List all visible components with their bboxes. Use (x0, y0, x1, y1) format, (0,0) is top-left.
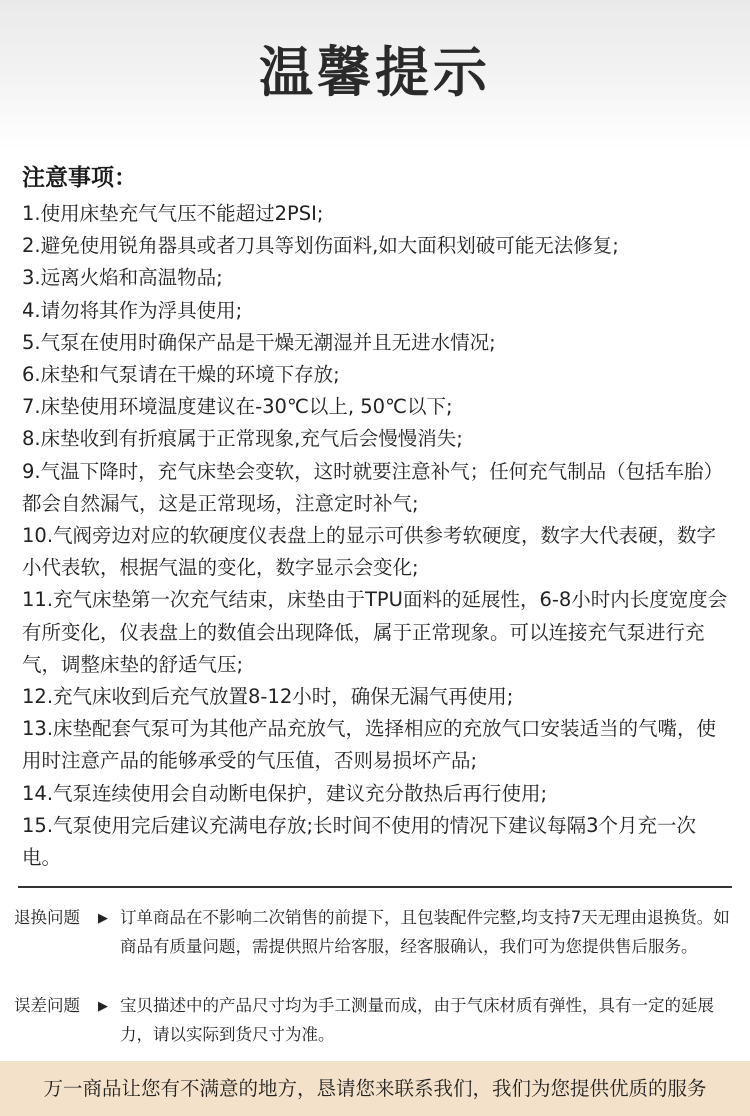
notes-list (22, 198, 732, 874)
note-item-4: 4.请勿将其作为浮具使用; (22, 298, 243, 322)
note-item-2: 2.避免使用锐角器具或者刀具等划伤面料,如大面积划破可能无法修复; (22, 234, 619, 258)
note-item-11: 11.充气床垫第一次充气结束，床垫由于TPU面料的延展性，6-8小时内长度宽度会有所变化，仪表盘上的数值会出现降低，属于正常现象。可以连接充气泵进行充气，调整床垫的舒适气压; (22, 588, 728, 676)
page-title: 温馨提示 (259, 41, 491, 104)
notes-title: 注意事项： (22, 165, 137, 191)
note-item-12: 12.充气床收到后充气放置8-12小时，确保无漏气再使用; (22, 685, 514, 709)
size-error-policy (14, 991, 734, 1049)
returns-label: 退换问题 (14, 908, 80, 927)
note-item-7: 7.床垫使用环境温度建议在-30℃以上, 50℃以下; (22, 395, 453, 419)
note-item-10: 10.气阀旁边对应的软硬度仪表盘上的显示可供参考软硬度，数字大代表硬，数字小代表软，根据气温的变化，数字显示会变化; (22, 524, 717, 580)
note-item-8: 8.床垫收到有折痕属于正常现象,充气后会慢慢消失; (22, 427, 463, 451)
note-item-6: 6.床垫和气泵请在干燥的环境下存放; (22, 363, 340, 387)
note-item-3: 3.远离火焰和高温物品; (22, 266, 223, 290)
note-item-15: 15.气泵使用完后建议充满电存放;长时间不使用的情况下建议每隔3个月充一次电。 (22, 813, 696, 870)
footer-text: 万一商品让您有不满意的地方，恳请您来联系我们，我们为您提供优质的服务 (43, 1077, 707, 1100)
errors-label: 误差问题 (14, 996, 80, 1015)
note-item-14: 14.气泵连续使用会自动断电保护，建议充分散热后再行使用; (22, 781, 548, 805)
returns-policy (14, 903, 734, 961)
errors-text: 宝贝描述中的产品尺寸均为手工测量而成，由于气床材质有弹性，具有一定的延展力，请以实际到货尺寸为准。 (120, 996, 714, 1044)
returns-text: 订单商品在不影响二次销售的前提下，且包装配件完整,均支持7天无理由退换货。如商品有质量问题，需提供照片给客服，经客服确认，我们可为您提供售后服务。 (120, 908, 730, 956)
note-item-5: 5.气泵在使用时确保产品是干燥无潮湿并且无进水情况; (22, 330, 496, 354)
note-item-13: 13.床垫配套气泵可为其他产品充放气，选择相应的充放气口安装适当的气嘴，使用时注意产品的能够承受的气压值，否则易损坏产品; (22, 717, 717, 773)
header-banner (0, 0, 750, 150)
footer-banner (0, 1061, 750, 1116)
note-item-9: 9.气温下降时，充气床垫会变软，这时就要注意补气；任何充气制品（包括车胎）都会自然漏气，这是正常现场，注意定时补气; (22, 459, 724, 515)
note-item-1: 1.使用床垫充气气压不能超过2PSI; (22, 202, 324, 225)
section-divider (18, 886, 732, 888)
triangle-right-icon: ▶ (98, 911, 108, 926)
triangle-right-icon: ▶ (98, 999, 108, 1014)
